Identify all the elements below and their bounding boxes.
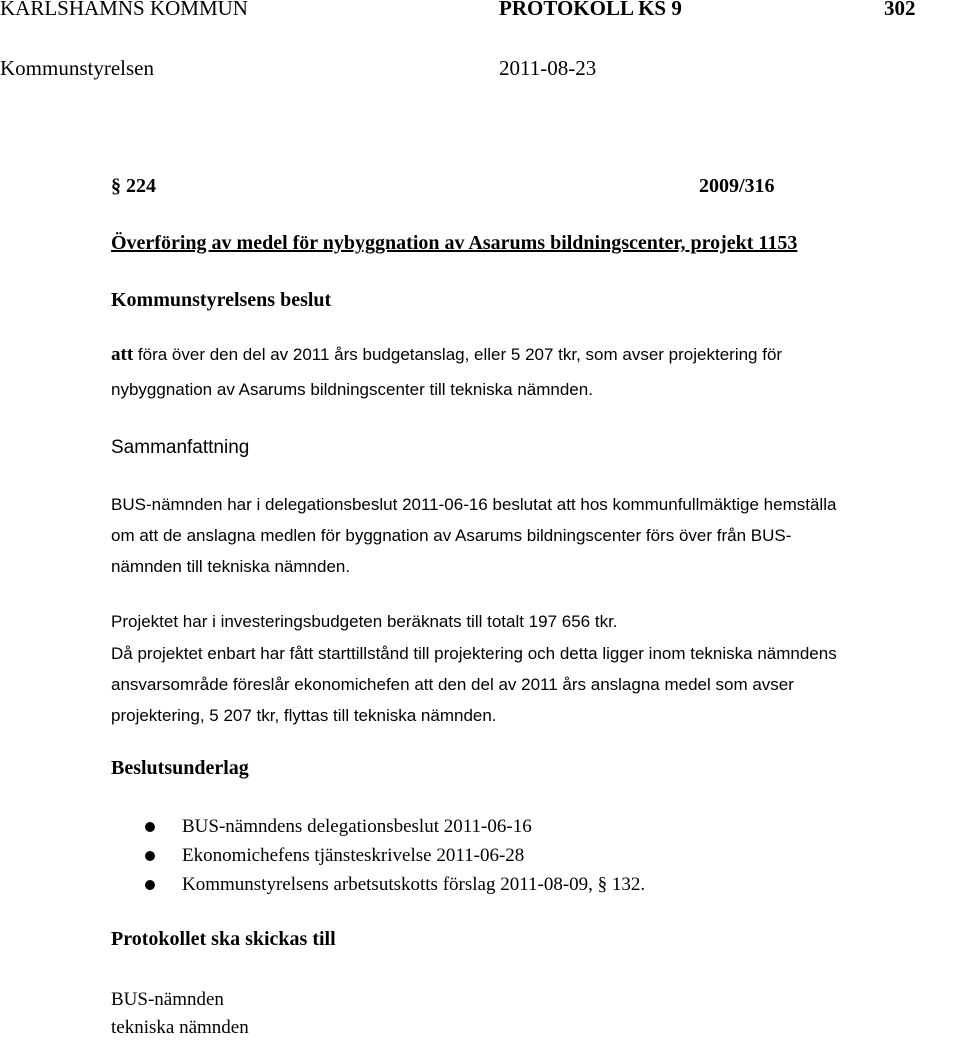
summary-p2-line-4: projektering, 5 207 tkr, flyttas till tekniska nämnden. xyxy=(111,706,497,725)
municipality-name: KARLSHAMNS KOMMUN xyxy=(0,0,248,20)
recipient: BUS-nämnden xyxy=(111,989,224,1010)
basis-item: BUS-nämndens delegationsbeslut 2011-06-16 xyxy=(182,816,532,837)
summary-p2-line-1: Projektet har i investeringsbudgeten beräknats till totalt 197 656 tkr. xyxy=(111,612,618,631)
basis-item: Kommunstyrelsens arbetsutskotts förslag 2011-08-09, § 132. xyxy=(182,874,646,895)
bullet-icon xyxy=(145,880,155,890)
bullet-icon xyxy=(145,822,155,832)
paragraph-sign: § xyxy=(111,175,121,197)
section-title: Överföring av medel för nybyggnation av Asarums bildningscenter, projekt 1153 xyxy=(111,232,798,254)
case-number: 2009/316 xyxy=(699,175,775,197)
section-number-value: 224 xyxy=(126,175,156,197)
meeting-date: 2011-08-23 xyxy=(499,56,597,80)
recipient: tekniska nämnden xyxy=(111,1017,249,1038)
basis-heading: Beslutsunderlag xyxy=(111,757,249,779)
summary-heading: Sammanfattning xyxy=(111,437,250,458)
summary-p2-line-3: ansvarsområde föreslår ekonomichefen att den del av 2011 års anslagna medel som avser xyxy=(111,675,794,694)
protocol-label: PROTOKOLL KS 9 xyxy=(499,0,682,20)
decision-line-2: nybyggnation av Asarums bildningscenter till tekniska nämnden. xyxy=(111,380,593,399)
summary-p1-line-2: om att de anslagna medlen för byggnation av Asarums bildningscenter förs över från BUS- xyxy=(111,526,792,545)
body-name: Kommunstyrelsen xyxy=(0,56,154,80)
distribution-heading: Protokollet ska skickas till xyxy=(111,928,336,950)
summary-p1-line-3: nämnden till tekniska nämnden. xyxy=(111,557,351,576)
basis-item: Ekonomichefens tjänsteskrivelse 2011-06-28 xyxy=(182,845,525,866)
summary-p1-line-1: BUS-nämnden har i delegationsbeslut 2011-06-16 beslutat att hos kommunfullmäktige hemställa xyxy=(111,495,837,514)
decision-line-1 xyxy=(111,340,782,369)
decision-lead-word: att xyxy=(111,344,134,365)
decision-heading: Kommunstyrelsens beslut xyxy=(111,289,332,311)
section-number xyxy=(111,175,156,198)
decision-text-1: föra över den del av 2011 års budgetanslag, eller 5 207 tkr, som avser projektering för xyxy=(137,345,783,364)
page-number: 302 xyxy=(884,0,916,20)
summary-p2-line-2: Då projektet enbart har fått starttillstånd till projektering och detta ligger inom tekniska nämndens xyxy=(111,644,837,663)
bullet-icon xyxy=(145,851,155,861)
